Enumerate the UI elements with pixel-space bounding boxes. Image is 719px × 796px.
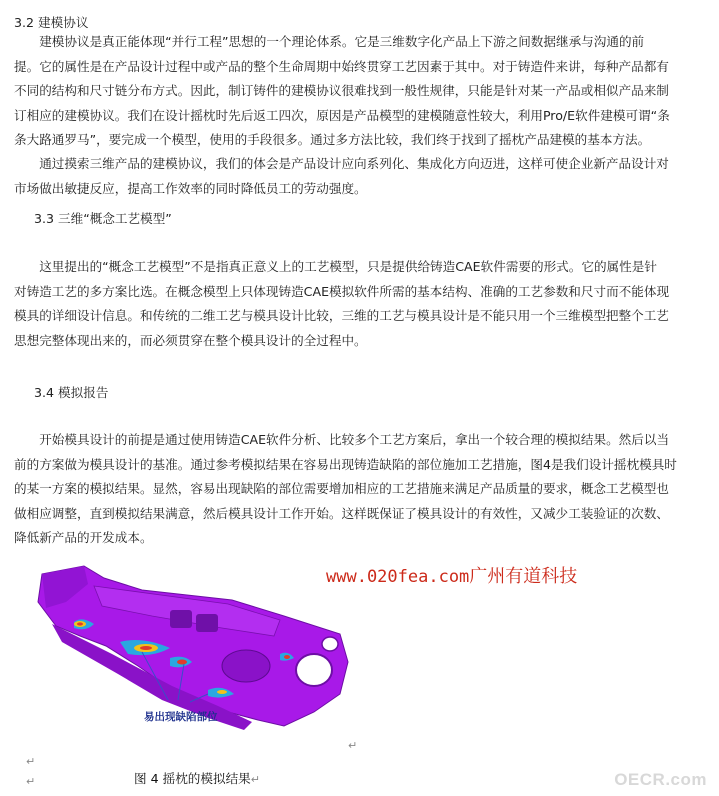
text-line: 降低新产品的开发成本。 xyxy=(14,530,153,546)
text-line: 建模协议是真正能体现“并行工程”思想的一个理论体系。它是三维数字化产品上下游之间数据继承与沟通的前 xyxy=(14,34,645,49)
figure-caption xyxy=(134,768,260,787)
text-line: 对铸造工艺的多方案比选。在概念模型上只体现铸造CAE模拟软件所需的基本结构、准确的工艺参数和尺寸而不能体现 xyxy=(14,283,670,299)
paragraph-3-4-simulation-report xyxy=(14,428,706,551)
section-heading-3-2: 3.2 建模协议 xyxy=(14,15,89,30)
return-mark: ↵ xyxy=(348,739,358,752)
model-window xyxy=(170,610,192,628)
text-line: 通过摸索三维产品的建模协议，我们的体会是产品设计应向系列化、集成化方向迈进，这样可使企业新产品设计对 xyxy=(14,156,669,171)
model-window xyxy=(196,614,218,632)
section-heading-3-4: 3.4 模拟报告 xyxy=(34,385,109,400)
defect-hotspot xyxy=(177,660,187,665)
text-line: 订相应的建模协议。我们在设计摇枕时先后返工四次，原因是产品模型的建模随意性较大，利用Pro/E软件建模可谓“条 xyxy=(14,107,670,123)
return-mark: ↵ xyxy=(26,755,36,768)
defect-hotspot xyxy=(77,622,83,625)
publisher-watermark xyxy=(326,562,577,588)
watermark-company: 广州有道科技 xyxy=(469,566,578,587)
text-line: 不同的结构和尺寸链分布方式。因此，制订铸件的建模协议很难找到一般性规律，只能是针对某一产品或相似产品来制 xyxy=(14,83,669,99)
callout-label: 易出现缺陷部位 xyxy=(144,711,218,723)
section-heading-3-3: 3.3 三维“概念工艺模型” xyxy=(34,211,172,226)
paragraph-3-2-experience xyxy=(14,152,706,201)
model-round-hole xyxy=(296,654,332,686)
text-line: 市场做出敏捷反应，提高工作效率的同时降低员工的劳动强度。 xyxy=(14,180,367,196)
defect-hotspot xyxy=(217,690,227,694)
text-line: 前的方案做为模具设计的基准。通过参考模拟结果在容易出现铸造缺陷的部位施加工艺措施，图4是我们设计摇枕模具时 xyxy=(14,456,677,472)
model-round-hole xyxy=(322,637,338,651)
defect-hotspot xyxy=(140,646,152,650)
return-mark: ↵ xyxy=(250,773,260,786)
return-mark: ↵ xyxy=(26,775,36,788)
caption-text: 图 4 摇枕的模拟结果 xyxy=(134,771,251,786)
defect-hotspot xyxy=(284,655,290,659)
text-line: 的某一方案的模拟结果。显然，容易出现缺陷的部位需要增加相应的工艺措施来满足产品质量的要求，概念工艺模型也 xyxy=(14,481,669,497)
paragraph-3-3-concept-model xyxy=(14,255,706,353)
text-line: 做相应调整，直到模拟结果满意，然后模具设计工作开始。这样既保证了模具设计的有效性，又减少工装验证的次数、 xyxy=(14,505,669,521)
text-line: 开始模具设计的前提是通过使用铸造CAE软件分析、比较多个工艺方案后，拿出一个较合理的模拟结果。然后以当 xyxy=(14,432,670,447)
watermark-url: www.020fea.com xyxy=(326,567,470,587)
text-line: 模具的详细设计信息。和传统的二维工艺与模具设计比较，三维的工艺与模具设计是不能只用一个三维模型把整个工艺 xyxy=(14,308,669,324)
text-line: 条大路通罗马”，要完成一个模型，使用的手段很多。通过多方法比较，我们终于找到了摇枕产品建模的基本方法。 xyxy=(14,132,651,148)
text-line: 这里提出的“概念工艺模型”不是指真正意义上的工艺模型，只是提供给铸造CAE软件需要的形式。它的属性是针 xyxy=(14,259,657,274)
bolster-simulation-figure xyxy=(22,562,356,747)
text-line: 提。它的属性是在产品设计过程中或产品的整个生命周期中始终贯穿工艺因素于其中。对于铸造件来讲，每种产品都有 xyxy=(14,58,669,74)
model-window xyxy=(222,650,270,682)
site-watermark: OECR.com xyxy=(614,770,707,789)
paragraph-3-2-modeling-protocol xyxy=(14,30,706,153)
text-line: 思想完整体现出来的，而必须贯穿在整个模具设计的全过程中。 xyxy=(14,332,367,348)
